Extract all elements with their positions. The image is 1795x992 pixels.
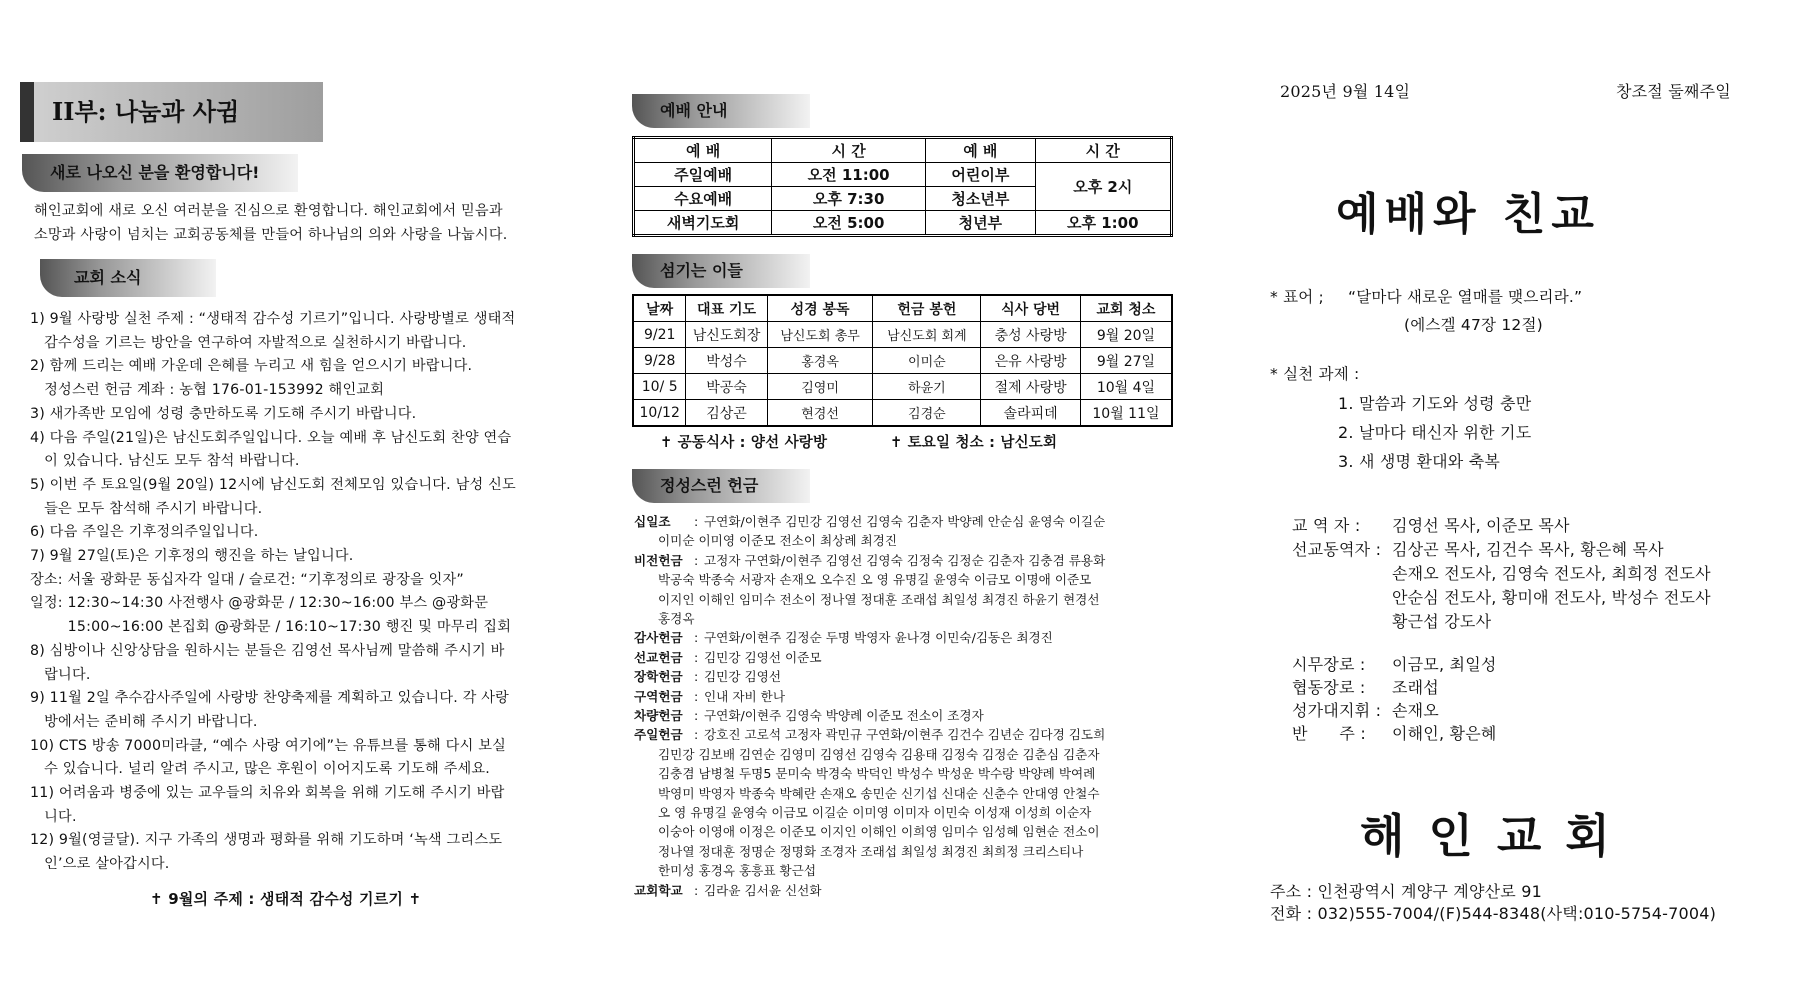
table-row — [633, 400, 1172, 427]
cell: 오전 11:00 — [772, 163, 926, 187]
elder-value: 이금모, 최일성 — [1392, 655, 1497, 674]
cell: 현경선 — [767, 400, 873, 427]
offering-label: 비전헌금 — [634, 552, 683, 568]
offering-label: 선교헌금 — [634, 649, 683, 665]
col-header: 헌금 봉헌 — [873, 295, 981, 322]
offering-colon: : — [694, 708, 699, 723]
cell: 오후 7:30 — [772, 187, 926, 211]
cell: 솔라피데 — [981, 400, 1081, 427]
cell: 어린이부 — [926, 163, 1035, 187]
staff-value: 김상곤 목사, 김건수 목사, 황은혜 목사 — [1392, 540, 1664, 559]
news-line: 이 있습니다. 남신도 모두 참석 바랍니다. — [30, 453, 300, 470]
elder-label: 반 주 : — [1292, 724, 1366, 743]
news-line: 장소: 서울 광화문 동십자각 일대 / 슬로건: “기후정의로 광장을 잇자” — [30, 571, 464, 588]
offering-names: 오 영 유명길 윤영숙 이금모 이길순 이미영 이미자 이민숙 이성재 이성희 이순자 — [658, 805, 1092, 820]
cell: 오후 1:00 — [1035, 211, 1171, 236]
offering-names: 김충겸 남병철 두명5 문미숙 박경숙 박덕인 박성수 박성운 박수랑 박양례 박여례 — [658, 766, 1096, 782]
col-header: 대표 기도 — [686, 295, 767, 322]
col-header: 날짜 — [633, 295, 686, 322]
offering-colon: : — [694, 552, 699, 568]
servers-table — [632, 294, 1173, 427]
news-line: 7) 9월 27일(토)은 기후정의 행진을 하는 날입니다. — [30, 548, 354, 564]
col-header: 교회 청소 — [1080, 295, 1172, 322]
offering-label: 구역헌금 — [634, 688, 683, 704]
offering-colon: : — [694, 630, 699, 646]
offering-names: 구연화/이현주 김영숙 박양례 이준모 전소이 조경자 — [704, 708, 984, 723]
cell: 오후 2시 — [1035, 163, 1171, 211]
offering-colon: : — [694, 688, 699, 704]
cell: 새벽기도회 — [634, 211, 772, 236]
cell: 절제 사랑방 — [981, 374, 1081, 400]
news-heading: 교회 소식 — [40, 259, 216, 297]
offering-colon: : — [694, 882, 699, 898]
cover-title: 예배와 친교 — [1336, 189, 1600, 240]
staff-value: 손재오 전도사, 김영숙 전도사, 최희정 전도사 — [1392, 564, 1711, 583]
offering-names: 김민강 김영선 이준모 — [704, 649, 822, 665]
news-line: 4) 다음 주일(21일)은 남신도회주일입니다. 오늘 예배 후 남신도회 찬양 연습 — [30, 429, 512, 446]
cell: 남신도회 총무 — [767, 322, 873, 348]
offering-names: 김민강 김영선 — [704, 669, 781, 685]
motto-label: * 표어 ; — [1270, 288, 1324, 306]
elder-value: 조래섭 — [1392, 678, 1439, 697]
cell: 10/ 5 — [633, 374, 686, 400]
news-line: 3) 새가족반 모임에 성령 충만하도록 기도해 주시기 바랍니다. — [30, 405, 417, 422]
welcome-heading: 새로 나오신 분을 환영합니다! — [22, 154, 298, 192]
news-line: 들은 모두 참석해 주시기 바랍니다. — [30, 500, 263, 517]
church-name: 해 인 교 회 — [1360, 809, 1614, 863]
news-line: 인’으로 살아갑시다. — [30, 856, 170, 873]
table-row — [633, 374, 1172, 400]
cell: 10/12 — [633, 400, 686, 427]
table-row — [633, 322, 1172, 348]
cell: 청소년부 — [926, 187, 1035, 211]
cover-season: 창조절 둘째주일 — [1616, 82, 1731, 101]
welcome-line: 소망과 사랑이 넘치는 교회공동체를 만들어 하나님의 의와 사랑을 나눕시다. — [34, 227, 508, 243]
cell: 홍경옥 — [767, 348, 873, 374]
news-line: 6) 다음 주일은 기후정의주일입니다. — [30, 524, 259, 541]
col-header: 예 배 — [926, 138, 1035, 163]
church-address: 주소 : 인천광역시 계양구 계양산로 91 — [1270, 882, 1542, 901]
offering-names: 고정자 구연화/이현주 김영선 김영숙 김정숙 김정순 김춘자 김충겸 류용화 — [704, 552, 1106, 568]
offerings-heading: 정성스런 헌금 — [632, 469, 810, 503]
offering-names: 한미성 홍경옥 홍흥표 황근섭 — [658, 863, 816, 879]
motto: “달마다 새로운 열매를 맺으리라.” — [1348, 288, 1583, 306]
offering-label: 교회학교 — [634, 882, 683, 898]
cell: 남신도회장 — [686, 322, 767, 348]
cell: 9/28 — [633, 348, 686, 374]
news-line: 12) 9월(영글달). 지구 가족의 생명과 평화를 위해 기도하며 ‘녹색 그리스도 — [30, 832, 503, 849]
offering-names: 인내 자비 한나 — [704, 688, 785, 704]
news-line: 랍니다. — [30, 666, 91, 683]
offering-label: 주일헌금 — [634, 727, 683, 743]
cell: 하윤기 — [873, 374, 981, 400]
cell: 김경순 — [873, 400, 981, 427]
meal-note: ✝ 공동식사 : 양선 사랑방 — [660, 435, 828, 451]
task-item: 1. 말씀과 기도와 성령 충만 — [1338, 394, 1532, 413]
cell: 김영미 — [767, 374, 873, 400]
staff-value: 안순심 전도사, 황미애 전도사, 박성수 전도사 — [1392, 588, 1711, 607]
motto-reference: (에스겔 47장 12절) — [1404, 316, 1543, 334]
staff-label: 교 역 자 : — [1292, 516, 1361, 535]
worship-schedule-table — [632, 136, 1173, 237]
elder-label: 협동장로 : — [1292, 678, 1366, 697]
offering-names: 김민강 김보배 김연순 김영미 김영선 김영숙 김용태 김정숙 김정순 김춘심 김춘자 — [658, 746, 1100, 762]
col-header: 식사 당번 — [981, 295, 1081, 322]
cell: 9/21 — [633, 322, 686, 348]
cell: 은유 사랑방 — [981, 348, 1081, 374]
table-row — [633, 348, 1172, 374]
col-header: 시 간 — [1035, 138, 1171, 163]
cell: 충성 사랑방 — [981, 322, 1081, 348]
servers-heading: 섬기는 이들 — [632, 254, 810, 288]
cell: 10월 11일 — [1080, 400, 1172, 427]
cell: 주일예배 — [634, 163, 772, 187]
offering-names: 이숭아 이영애 이정은 이준모 이지인 이해인 이희영 임미수 임성혜 임현순 전소이 — [658, 824, 1100, 840]
cell: 이미순 — [873, 348, 981, 374]
news-line: 니다. — [30, 808, 77, 825]
cover-date: 2025년 9월 14일 — [1280, 82, 1411, 101]
news-line: 1) 9월 사랑방 실천 주제 : “생태적 감수성 기르기”입니다. 사랑방별로 생태적 — [30, 311, 516, 327]
offering-label: 차량헌금 — [634, 708, 683, 723]
col-header: 예 배 — [634, 138, 772, 163]
news-line: 11) 어려움과 병중에 있는 교우들의 치유와 회복을 위해 기도해 주시기 바랍 — [30, 785, 505, 801]
elder-label: 성가대지휘 : — [1292, 701, 1382, 720]
news-line: 10) CTS 방송 7000미라클, “예수 사랑 여기에”는 유튜브를 통해 다시 보실 — [30, 737, 506, 754]
offering-label: 장학헌금 — [634, 669, 683, 685]
elder-value: 손재오 — [1392, 701, 1439, 720]
elder-value: 이해인, 황은혜 — [1392, 724, 1497, 743]
cell: 10월 4일 — [1080, 374, 1172, 400]
news-line: 수 있습니다. 널리 알려 주시고, 많은 후원이 이어지도록 기도해 주세요. — [30, 761, 490, 778]
task-item: 2. 날마다 태신자 위한 기도 — [1338, 423, 1532, 442]
offering-label: 감사헌금 — [634, 630, 683, 646]
offering-names: 정나열 정대훈 정명순 정명화 조경자 조래섭 최일성 최경진 최희정 크리스티나 — [658, 843, 1084, 859]
staff-value: 황근섭 강도사 — [1392, 612, 1492, 631]
part-title: II부: 나눔과 사귐 — [20, 82, 323, 142]
offering-names: 박영미 박영자 박종숙 박혜란 손재오 송민순 신기섭 신대순 신춘수 안대영 안철수 — [658, 785, 1100, 801]
church-phone: 전화 : 032)555-7004/(F)544-8348(사택:010-5754-7004) — [1270, 904, 1717, 923]
monthly-theme: ✝ 9월의 주제 : 생태적 감수성 기르기 ✝ — [150, 890, 422, 908]
news-line: 2) 함께 드리는 예배 가운데 은혜를 누리고 새 힘을 얻으시기 바랍니다. — [30, 358, 473, 375]
tasks-label: * 실천 과제 : — [1270, 365, 1360, 383]
offering-colon: : — [694, 727, 699, 743]
news-line: 일정: 12:30~14:30 사전행사 @광화문 / 12:30~16:00 부스 @광화문 — [30, 595, 489, 612]
cell: 박성수 — [686, 348, 767, 374]
elder-label: 시무장로 : — [1292, 655, 1366, 674]
cell: 오전 5:00 — [772, 211, 926, 236]
task-item: 3. 새 생명 환대와 축복 — [1338, 452, 1501, 471]
worship-info-heading: 예배 안내 — [632, 94, 810, 128]
cell: 김상곤 — [686, 400, 767, 427]
cell: 9월 20일 — [1080, 322, 1172, 348]
welcome-line: 해인교회에 새로 오신 여러분을 진심으로 환영합니다. 해인교회에서 믿음과 — [34, 203, 503, 219]
staff-label: 선교동역자 : — [1292, 540, 1382, 559]
offering-colon: : — [694, 669, 699, 685]
cell: 청년부 — [926, 211, 1035, 236]
cell: 남신도회 회계 — [873, 322, 981, 348]
cell: 수요예배 — [634, 187, 772, 211]
col-header: 성경 봉독 — [767, 295, 873, 322]
news-line: 5) 이번 주 토요일(9월 20일) 12시에 남신도회 전체모임 있습니다. 남성 신도 — [30, 476, 516, 493]
news-line: 15:00~16:00 본집회 @광화문 / 16:10~17:30 행진 및 마무리 집회 — [30, 619, 512, 636]
offering-names: 구연화/이현주 김정순 두명 박영자 윤나경 이민숙/김동은 최경진 — [704, 630, 1053, 646]
cell: 9월 27일 — [1080, 348, 1172, 374]
news-line: 9) 11월 2일 추수감사주일에 사랑방 찬양축제를 계획하고 있습니다. 각 사랑 — [30, 690, 510, 707]
cell: 박공숙 — [686, 374, 767, 400]
offering-colon: : — [694, 514, 699, 529]
col-header: 시 간 — [772, 138, 926, 163]
offering-names: 이지인 이해인 임미수 전소이 정나열 정대훈 조래섭 최일성 최경진 하윤기 현경선 — [658, 591, 1100, 607]
news-line: 정성스런 헌금 계좌 : 농협 176-01-153992 해인교회 — [30, 382, 385, 399]
offering-names: 김라윤 김서윤 신선화 — [704, 882, 822, 898]
staff-value: 김영선 목사, 이준모 목사 — [1392, 516, 1570, 535]
offering-names: 홍경옥 — [658, 611, 695, 626]
news-line: 방에서는 준비해 주시기 바랍니다. — [30, 713, 258, 730]
cleaning-note: ✝ 토요일 청소 : 남신도회 — [890, 435, 1058, 451]
news-line: 감수성을 기르는 방안을 연구하여 자발적으로 실천하시기 바랍니다. — [30, 334, 467, 351]
offering-label: 십일조 — [634, 514, 671, 529]
offering-colon: : — [694, 649, 699, 665]
offering-names: 이미순 이미영 이준모 전소이 최상례 최경진 — [658, 533, 897, 549]
offering-names: 강호진 고로석 고정자 곽민규 구연화/이현주 김건수 김년순 김다경 김도희 — [704, 727, 1106, 743]
offering-names: 박공숙 박종숙 서광자 손재오 오수진 오 영 유명길 윤영숙 이금모 이명애 이준모 — [658, 572, 1092, 588]
offering-names: 구연화/이현주 김민강 김영선 김영숙 김춘자 박양례 안순심 윤영숙 이길순 — [704, 514, 1106, 529]
news-line: 8) 심방이나 신앙상담을 원하시는 분들은 김영선 목사님께 말씀해 주시기 바 — [30, 642, 505, 659]
